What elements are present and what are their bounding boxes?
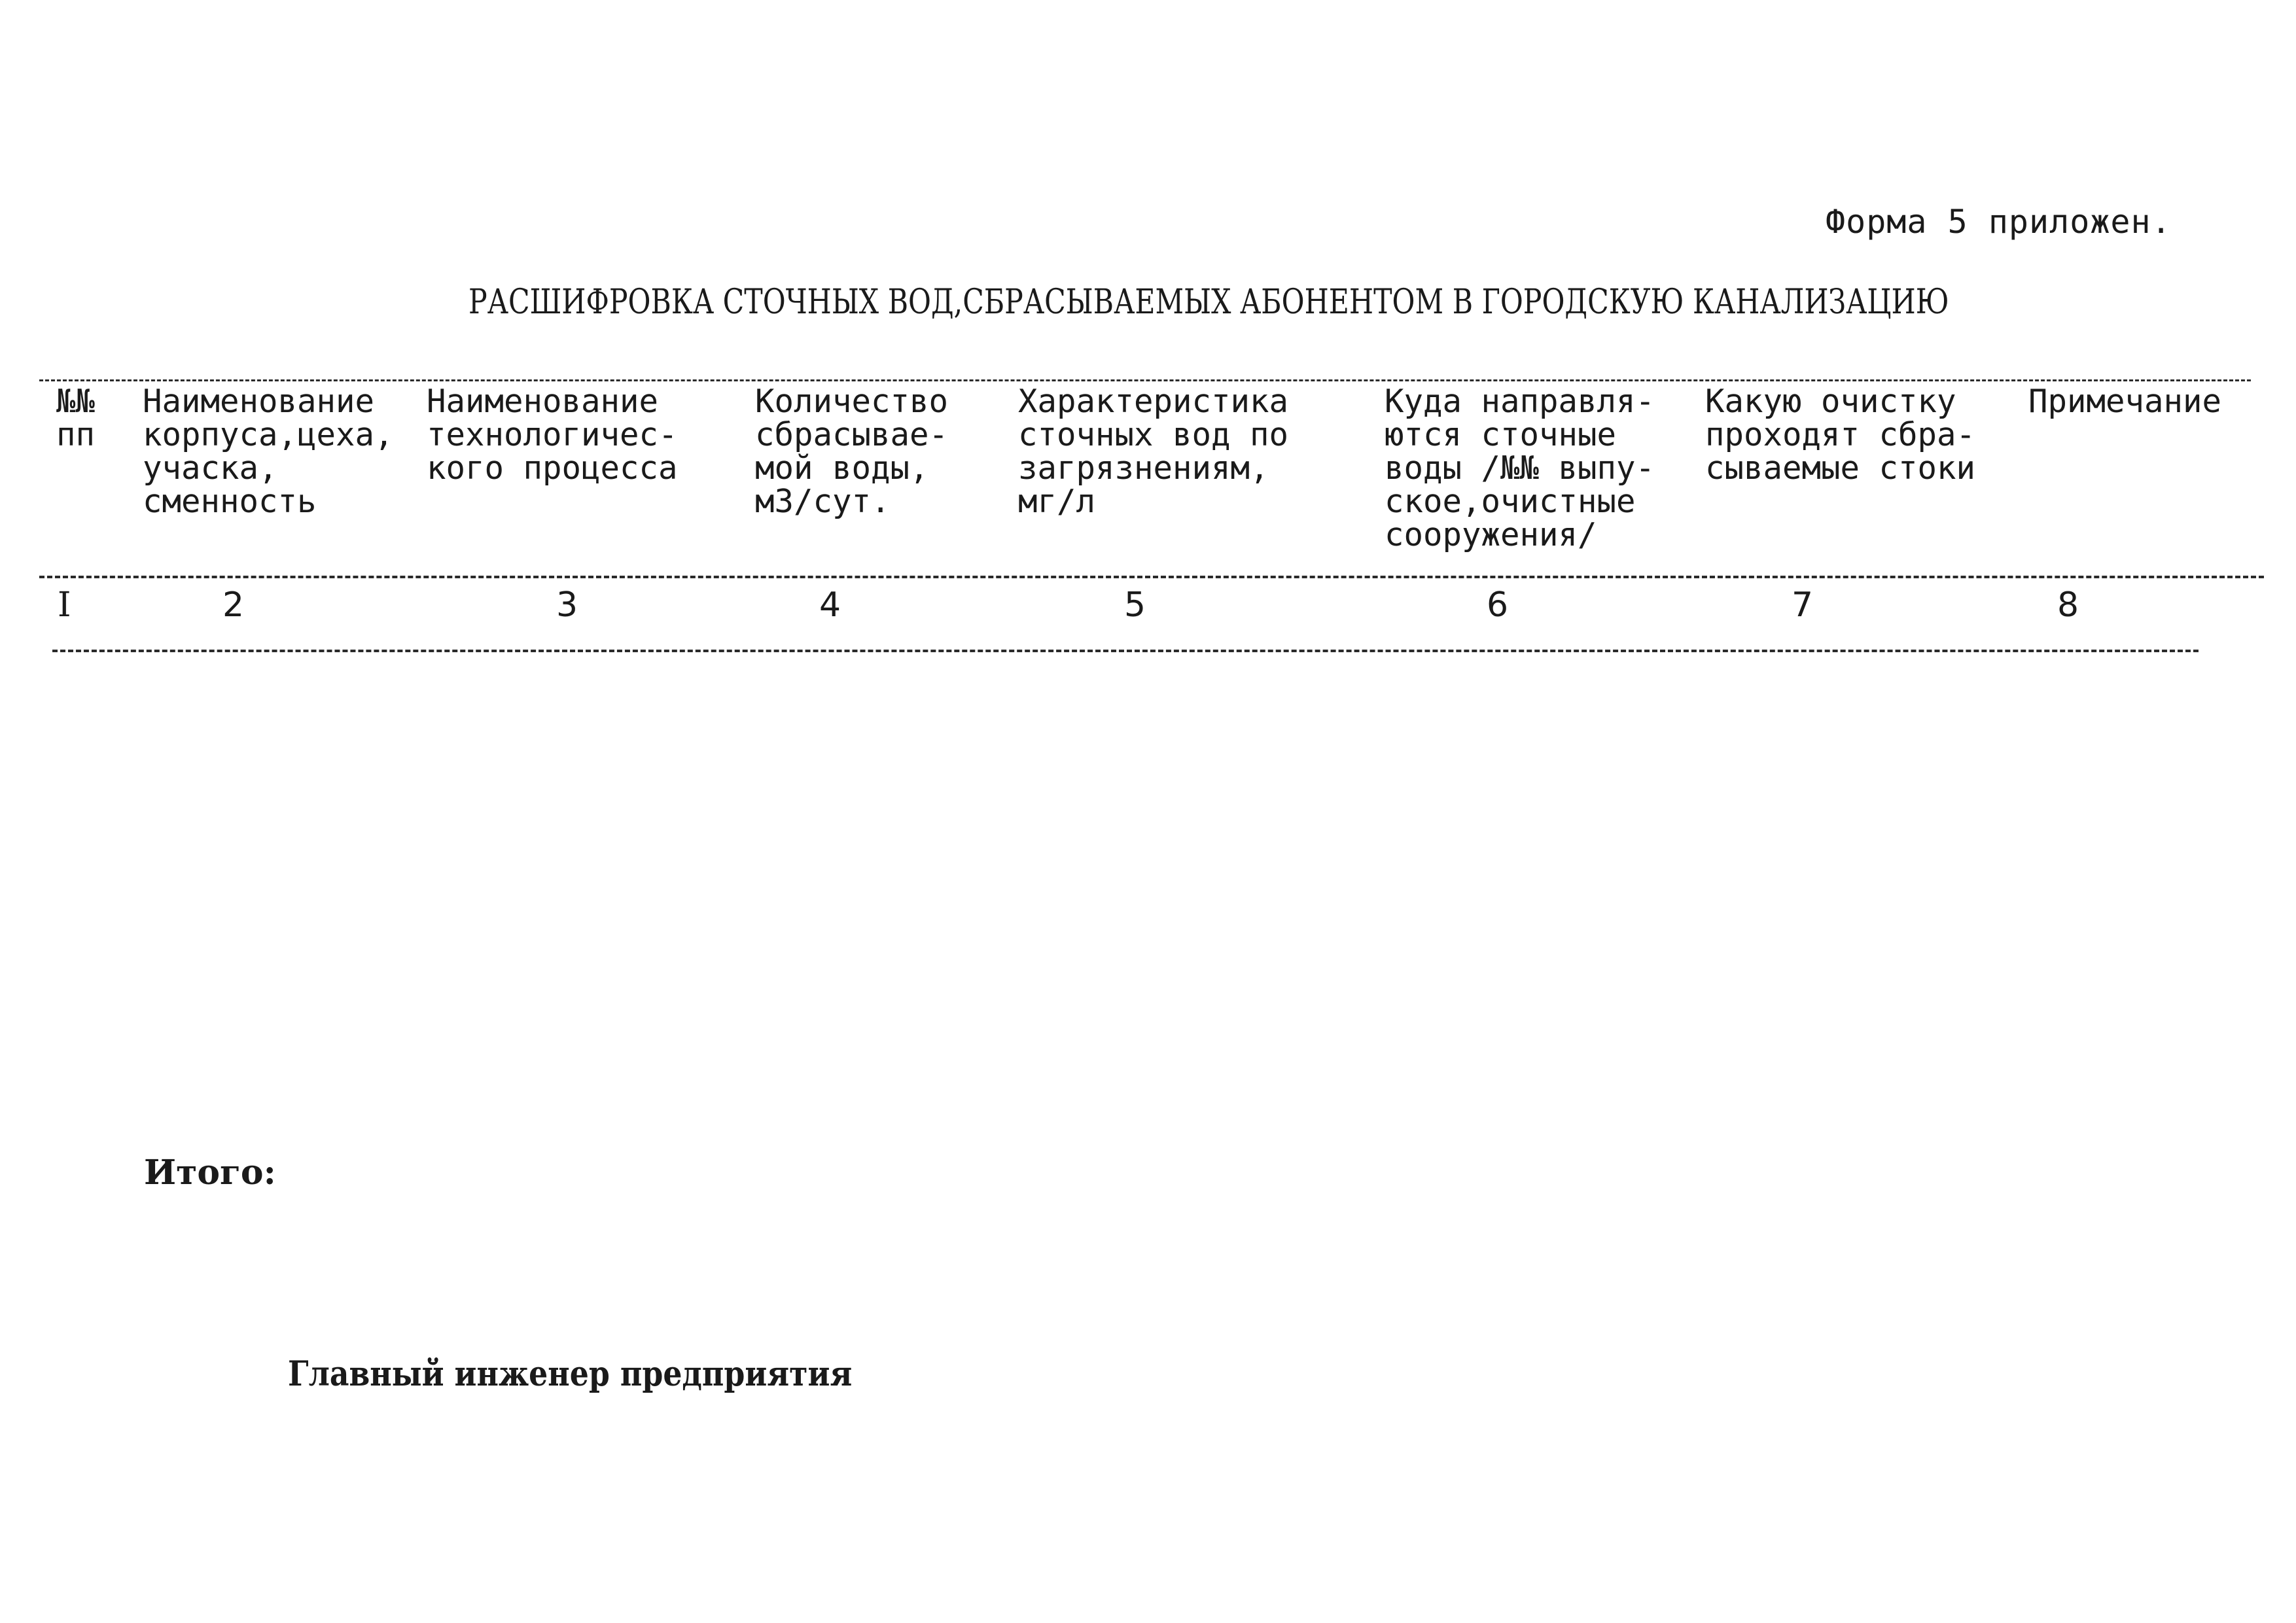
header-cell-pollution: Характеристика сточных вод по загрязнениям, мг/л (1018, 383, 1289, 520)
column-number: 2 (222, 585, 245, 625)
signature-label: Главный инженер предприятия (288, 1354, 853, 1394)
column-number: 4 (819, 585, 841, 625)
header-cell-process: Наименование технологичес- кого процесса (427, 383, 678, 487)
header-cell-number: №№ пп (56, 383, 96, 453)
column-number: 8 (2057, 585, 2079, 625)
table-top-rule (39, 379, 2251, 381)
total-label: Итого: (144, 1153, 276, 1193)
form-reference: Форма 5 приложен. (1826, 203, 2172, 241)
column-number: 7 (1792, 585, 1814, 625)
table-middle-rule (39, 576, 2264, 578)
column-number: 5 (1124, 585, 1146, 625)
header-cell-treatment: Какую очистку проходят сбра- сываемые стоки (1705, 383, 1976, 487)
column-number: 3 (556, 585, 578, 625)
header-cell-quantity: Количество сбрасывае- мой воды, м3/сут. (755, 383, 949, 520)
column-number: 6 (1487, 585, 1509, 625)
header-cell-notes: Примечание (2028, 383, 2222, 420)
header-cell-building: Наименование корпуса,цеха, учаска, сменность (143, 383, 394, 520)
table-bottom-rule (52, 650, 2199, 652)
document-title: РАСШИФРОВКА СТОЧНЫХ ВОД,СБРАСЫВАЕМЫХ АБОНЕНТОМ В ГОРОДСКУЮ КАНАЛИЗАЦИЮ (468, 283, 1949, 322)
header-cell-destination: Куда направля- ются сточные воды /№№ выпу- ское,очистные сооружения/ (1385, 383, 1655, 553)
column-number: I (58, 585, 71, 625)
